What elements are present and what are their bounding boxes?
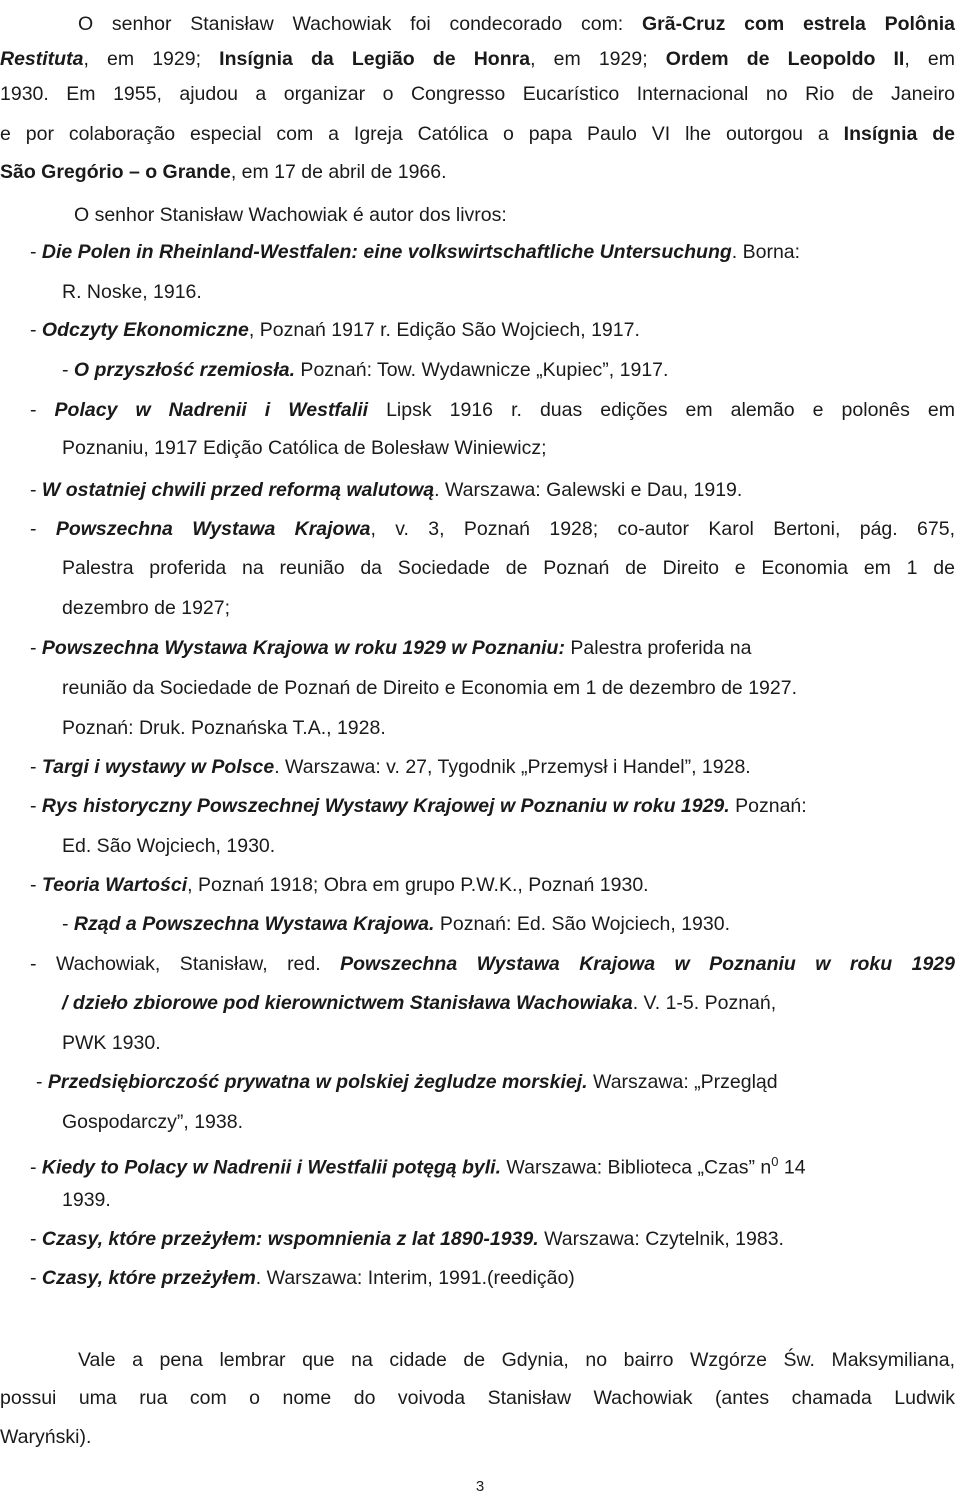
text-run: -	[30, 518, 56, 540]
text-line	[62, 1031, 161, 1055]
text-run: O senhor Stanisław Wachowiak foi condecorado com:	[78, 13, 642, 35]
title-text: Grã-Cruz com estrela Polônia	[641, 13, 955, 35]
title-text: São Gregório – o Grande	[0, 161, 231, 183]
text-line	[30, 240, 800, 264]
title-text: Przedsiębiorczość prywatna w polskiej żegludze morskiej.	[47, 1071, 588, 1093]
text-run: , Poznań 1918; Obra em grupo P.W.K., Poznań 1930.	[187, 874, 649, 896]
text-line	[30, 952, 955, 976]
page-number: 3	[475, 1478, 485, 1495]
text-run: -	[30, 399, 55, 421]
text-line	[62, 556, 955, 580]
text-run: - Wachowiak, Stanisław, red.	[30, 953, 341, 975]
title-text: Odczyty Ekonomiczne	[41, 319, 249, 341]
text-run: -	[30, 1228, 42, 1250]
text-run: -	[30, 756, 42, 778]
text-line	[0, 47, 955, 71]
title-text: Targi i wystawy w Polsce	[41, 756, 275, 778]
text-run: -	[62, 913, 74, 935]
title-text: Teoria Wartości	[41, 874, 188, 896]
text-run: Warszawa: „Przegląd	[587, 1071, 778, 1093]
text-line	[62, 1110, 243, 1134]
text-run: Palestra proferida na reunião da Sociedade de Poznań de Direito e Economia em 1 de	[62, 557, 955, 579]
text-run: 1930. Em 1955, ajudou a organizar o Congresso Eucarístico Internacional no Rio de Janeiro	[0, 83, 955, 105]
text-run: Poznań: Tow. Wydawnicze „Kupiec”, 1917.	[295, 359, 669, 381]
text-run: , Poznań 1917 r. Edição São Wojciech, 1917.	[248, 319, 640, 341]
text-run: O senhor Stanisław Wachowiak é autor dos livros:	[74, 204, 507, 226]
title-text: Ordem de Leopoldo II	[665, 48, 905, 70]
text-run: Poznań: Druk. Poznańska T.A., 1928.	[62, 717, 386, 739]
text-run: , em 17 de abril de 1966.	[230, 161, 447, 183]
title-text: Rys historyczny Powszechnej Wystawy Krajowej w Poznaniu w roku 1929.	[41, 795, 730, 817]
text-line	[30, 517, 955, 541]
title-text: Czasy, które przeżyłem: wspomnienia z lat 1890-1939.	[41, 1228, 539, 1250]
text-run: -	[30, 874, 42, 896]
text-run: -	[30, 1267, 42, 1289]
text-run: -	[36, 1071, 48, 1093]
text-run: R. Noske, 1916.	[62, 281, 202, 303]
text-line	[0, 1425, 91, 1449]
title-text: Powszechna Wystawa Krajowa w roku 1929 w Poznaniu:	[41, 637, 565, 659]
text-run: . Warszawa: v. 27, Tygodnik „Przemysł i Handel”, 1928.	[274, 756, 751, 778]
text-run: Poznań:	[729, 795, 807, 817]
text-run: reunião da Sociedade de Poznań de Direito e Economia em 1 de dezembro de 1927.	[62, 677, 797, 699]
text-line	[62, 1188, 111, 1212]
text-run: 0	[771, 1154, 779, 1169]
title-text: Insígnia de	[843, 123, 955, 145]
text-line	[30, 873, 649, 897]
text-run: . Borna:	[731, 241, 801, 263]
text-run: -	[62, 359, 74, 381]
text-run: -	[30, 795, 42, 817]
text-run: , em 1929;	[83, 48, 220, 70]
text-run: PWK 1930.	[62, 1032, 161, 1054]
text-line	[0, 1386, 955, 1410]
text-line	[30, 1150, 806, 1180]
text-run: -	[30, 1156, 42, 1179]
text-run: . V. 1-5. Poznań,	[632, 992, 777, 1014]
text-run: Warszawa: Czytelnik, 1983.	[538, 1228, 784, 1250]
text-run: . Warszawa: Galewski e Dau, 1919.	[434, 479, 743, 501]
text-line	[62, 716, 386, 740]
text-line	[62, 834, 275, 858]
title-text: Powszechna Wystawa Krajowa	[55, 518, 371, 540]
text-run: -	[30, 479, 42, 501]
text-run: Poznań: Ed. São Wojciech, 1930.	[434, 913, 731, 935]
text-run: -	[30, 319, 42, 341]
text-run: e por colaboração especial com a Igreja Católica o papa Paulo VI lhe outorgou a	[0, 123, 844, 145]
title-text: W ostatniej chwili przed reformą walutową	[41, 479, 435, 501]
text-run: , em 1929;	[530, 48, 666, 70]
text-line	[30, 1227, 784, 1251]
text-line	[36, 1070, 778, 1094]
text-run: . Warszawa: Interim, 1991.(reedição)	[255, 1267, 575, 1289]
text-line	[0, 122, 955, 146]
text-run: Poznaniu, 1917 Edição Católica de Bolesław Winiewicz;	[62, 437, 547, 459]
text-run: -	[30, 637, 42, 659]
text-run: 14	[778, 1156, 806, 1179]
text-run: Lipsk 1916 r. duas edições em alemão e polonês em	[368, 399, 955, 421]
title-text: Powszechna Wystawa Krajowa w Poznaniu w roku 1929	[340, 953, 955, 975]
text-line	[30, 636, 751, 660]
text-line	[62, 358, 668, 382]
text-run: Gospodarczy”, 1938.	[62, 1111, 244, 1133]
text-line	[0, 82, 955, 106]
title-text: O przyszłość rzemiosła.	[73, 359, 296, 381]
title-text: Rząd a Powszechna Wystawa Krajowa.	[73, 913, 435, 935]
text-run: Palestra proferida na	[564, 637, 752, 659]
text-line	[0, 160, 447, 184]
title-text: Kiedy to Polacy w Nadrenii i Westfalii potęgą byli.	[41, 1156, 502, 1179]
text-line	[62, 676, 797, 700]
text-run: Ed. São Wojciech, 1930.	[62, 835, 276, 857]
text-line	[62, 280, 202, 304]
text-run: possui uma rua com o nome do voivoda Stanisław Wachowiak (antes chamada Ludwik	[0, 1387, 955, 1409]
text-run: Waryński).	[0, 1426, 92, 1448]
text-line	[74, 203, 507, 227]
text-line	[30, 794, 807, 818]
title-text: Polacy w Nadrenii i Westfalii	[54, 399, 369, 421]
text-run: Warszawa: Biblioteca „Czas” n	[501, 1156, 772, 1179]
text-line	[62, 991, 776, 1015]
text-line	[30, 398, 955, 422]
title-text: / dzieło zbiorowe pod kierownictwem Stanisława Wachowiaka	[62, 992, 633, 1014]
text-run: -	[30, 241, 42, 263]
text-line	[62, 912, 730, 936]
text-run: , em	[904, 48, 955, 70]
text-line	[30, 1266, 575, 1290]
text-line	[62, 436, 547, 460]
text-run: Vale a pena lembrar que na cidade de Gdynia, no bairro Wzgórze Św. Maksymiliana,	[78, 1349, 955, 1371]
text-run: , v. 3, Poznań 1928; co-autor Karol Bertoni, pág. 675,	[370, 518, 955, 540]
text-run: dezembro de 1927;	[62, 597, 231, 619]
text-line	[62, 596, 230, 620]
text-line	[78, 12, 955, 36]
text-line	[78, 1348, 955, 1372]
text-line	[30, 755, 751, 779]
text-run: 1939.	[62, 1189, 111, 1211]
text-line	[30, 478, 742, 502]
title-text: Czasy, które przeżyłem	[41, 1267, 256, 1289]
text-line	[30, 318, 640, 342]
title-text: Die Polen in Rheinland-Westfalen: eine volkswirtschaftliche Untersuchung	[41, 241, 732, 263]
title-text: Restituta	[0, 48, 84, 70]
title-text: Insígnia da Legião de Honra	[219, 48, 531, 70]
